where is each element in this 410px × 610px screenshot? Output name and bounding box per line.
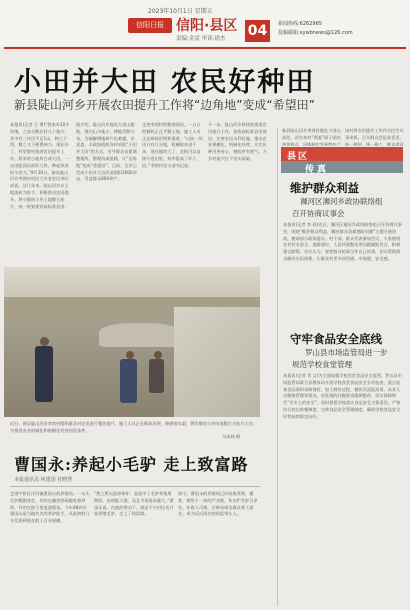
story2-byline: 本报通讯员 何建国 付晓慧 [14,477,73,483]
item2-body: 本报讯(记者 刘 文)为全面加强学校食堂食品安全监管，罗山县市场监管局联合县教体局开展学校食堂食品安全专项检查，重点检查食品原料采购查验、加工制作过程、餐饮具清洗消毒、从业人员健康管理等情况，对发现的问题要求限期整改，切实保障师生“舌尖上的安全”。同时督促学校落实食品安全主体责任，严格执行校长陪餐制度，完善食品安全管理制度，确保学校食品安全形势持续稳定向好。 [283,373,402,419]
story2-column-3: 如今，曹国永的养殖场已形成集养殖、繁育、销售于一体的产业链，年出栏毛驴百余头，年收入可观，还带动周边群众务工就业，成为远近闻名的致富带头人。 [178,491,258,517]
story2-headline: 曹国永:养起小毛驴 走上致富路 [14,455,249,474]
column-banner-title: 县区 [287,152,310,162]
photo-worker [149,359,164,393]
item1-subheadline: 浉河区浉河乡政协联络组 [300,197,383,206]
lead-headline: 小田并大田 农民好种田 [14,67,316,98]
date-line: 2023年10月1日 星期五 [148,8,213,15]
section-name: 信阳·县区 [176,18,238,34]
photo-soil-pile [99,323,181,347]
photo-sky [4,267,260,301]
lead-photo [4,267,260,417]
item2-headline: 守牢食品安全底线 [290,332,382,346]
lead-column-2: 据介绍，陡山河乡地处大别山腹地，境内山多地少，耕地零散分布。为破解耕地碎片化难题，乡党委、乡政府组织各村采取“小田并大田”的方式，引导群众自愿调整地块，整理沟渠道路，让“边角地”变成“希望田”。目前，全乡已完成小田并大田改造面积2000余亩，受益群众800余户。 [76,122,137,182]
page-number: 04 [245,20,270,42]
story2-rule [10,486,260,487]
photo-credit: 马成林 摄 [222,434,241,439]
story2-column-2: “我之所以选择养驴，是看中了毛驴养殖周期短、抗病能力强，而且市场需求量大。”曹国永说。在他的带动下，周边不少村民也开始养殖毛驴，走上了致富路。 [94,491,174,517]
photo-caption: 近日，新县陡山河乡李湾村组织群众对农田进行整治提升，施工人员正在砌筑田埂、修建排水渠，将零散的小块田地整合为连片大田，为推进农业机械化和规模化经营创造条件。 [10,421,258,433]
item2-subheadline: 规范学校食堂管理 [292,360,352,369]
photo-worker [35,346,53,402]
item1-body: 本报讯(记者 李 玥)近日，浉河区浉河乡政协联络组召开协商议事会，围绕“维护群众利益、解决群众急难愁盼问题”主题开展协商，邀请部分政协委员、村干部、群众代表参加会议，大家围绕农村饮水安全、道路建设、人居环境整治等问题踊跃发言，积极建言献策。会议认为，要把群众的事当作自己的事，切实帮助群众解决实际困难，让群众有更多获得感、幸福感、安全感。 [283,222,402,261]
hotline: 新闻热线:6262965 [278,21,322,27]
right-column-2: 该村将农田提升工作作为民生实事来抓，召开群众会征求意见，统一规划、统一施工，群众满意 [345,128,404,146]
newspaper-logo: 信阳日报 [128,18,172,33]
column-banner-subtitle: 传真 [305,165,330,175]
lead-column-3: 走进李湾村的整理现场，一台台挖掘机正在平整土地，施工人员正在砌筑田埂和渠道。“以前一块田只有几分地，机械根本进不来，现在地块大了，农机可以直接开进田里，效率提高了好几倍。”李湾村党支部书记说。 [142,122,203,168]
column-separator [277,128,278,606]
lead-column-4: 下一步，陡山河乡将持续推进农田提升工作，加快高标准农田建设，完善农田水利设施，推动农业规模化、机械化经营，让农民种田更省心、增收更有底气，为乡村振兴打下坚实基础。 [208,122,267,161]
right-column-1: 新县陡山河乡李湾村地处大别山深处，近年来村“两委”班子团结带领群众，因地制宜发展特色产 [282,128,341,146]
lead-column-1: 本报讯(记者 王 勇)“我家有10多块地，之前分散在好几个地方，其中有三块田不足1亩，种之不得，耕之又不便费神力。现在好了，村里整村推进农田提升工作，原来的小地块合成大田，一亩田能顶以前好几块，种起来省时又省力。”9月30日，新县陡山河乡李湾村村民大多老农民李红成说。这几年来，陡山河乡以土地流转为抓手，积极推动农田提升，将分散的小块土地整合连片，统一规划建设高标准农田。 [10,122,70,209]
photo-worker-head [40,337,49,346]
lead-subheadline: 新县陡山河乡开展农田提升工作将“边角地”变成“希望田” [14,98,315,112]
story2-column-1: 走进平桥区洋河镇曹国永的养殖场，一头头毛驴膘肥体壮，有的在圈里悠闲地吃着草料，有的在院子里追逐嬉戏。今年48岁的曹国永是当地有名的养驴能手，从最初的几头发展到现在的上百头规模。 [10,491,90,524]
editor-line: 责编:金雷 审读:徐杰 [176,36,226,42]
item2-subheadline: 罗山县市场监管局进一步 [305,348,388,357]
masthead [0,0,410,46]
item1-headline: 维护群众利益 [290,181,359,195]
column-banner [281,147,403,173]
masthead-rule [4,47,406,49]
item1-subheadline: 召开协商议事会 [292,209,345,218]
photo-worker-head [126,351,134,359]
photo-worker [120,359,137,403]
email: 投稿邮箱:xywbnews@126.com [278,30,353,36]
photo-worker-head [154,351,162,359]
contact-info [278,20,353,38]
photo-concrete-channel [174,307,260,417]
